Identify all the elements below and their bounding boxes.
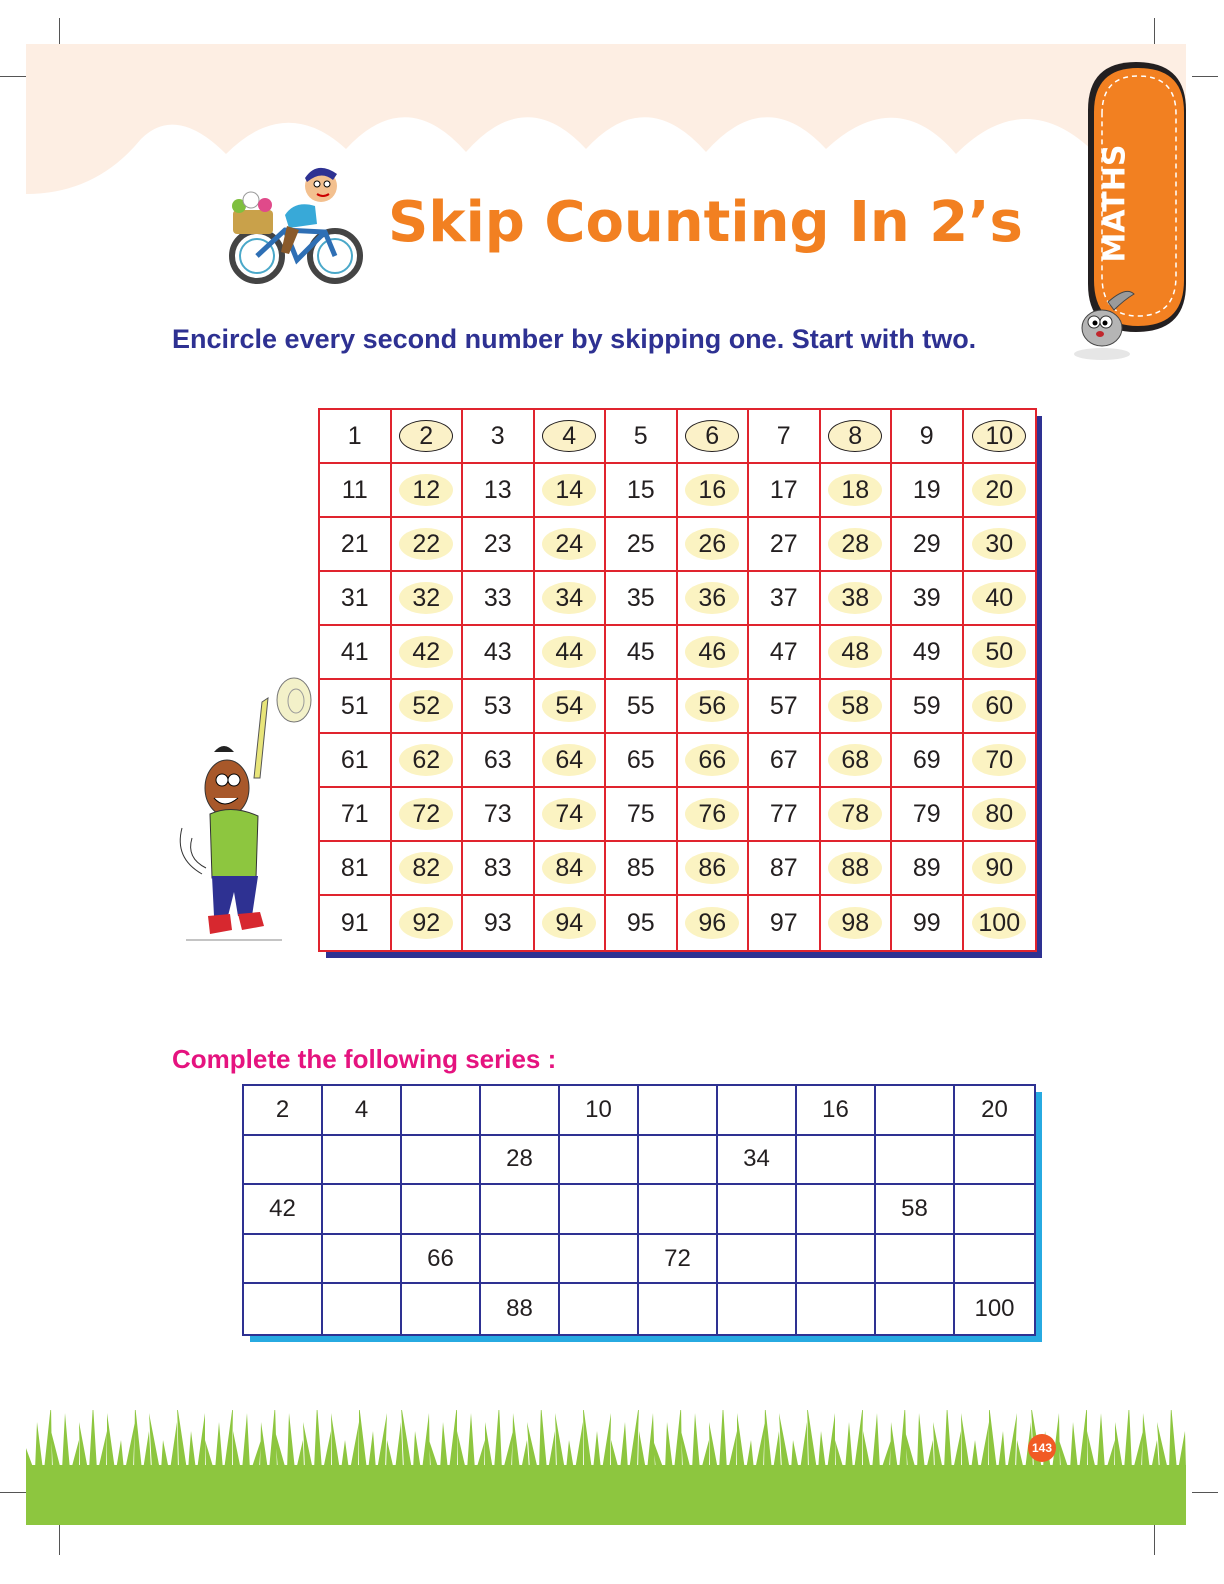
series-cell-blank[interactable] <box>402 1136 481 1186</box>
chart-number: 16 <box>698 475 727 504</box>
chart-number: 43 <box>483 637 512 666</box>
chart-number: 75 <box>626 799 655 828</box>
chart-cell <box>749 896 821 950</box>
chart-cell <box>320 626 392 680</box>
chart-number: 69 <box>912 745 941 774</box>
series-cell-filled: 10 <box>560 1086 639 1136</box>
chart-cell <box>749 788 821 842</box>
chart-number: 50 <box>985 637 1014 666</box>
chart-cell <box>606 626 678 680</box>
chart-number: 2 <box>419 421 434 450</box>
chart-number: 77 <box>769 799 798 828</box>
series-cell-blank[interactable] <box>955 1235 1034 1285</box>
chart-cell <box>678 896 750 950</box>
chart-number: 81 <box>340 853 369 882</box>
chart-number: 57 <box>769 691 798 720</box>
series-cell-filled: 88 <box>481 1284 560 1334</box>
chart-cell <box>821 572 893 626</box>
chart-number: 63 <box>483 745 512 774</box>
chart-cell <box>463 626 535 680</box>
chart-number: 31 <box>340 583 369 612</box>
series-cell-filled: 100 <box>974 1295 1015 1323</box>
chart-number: 11 <box>341 475 368 504</box>
chart-number: 7 <box>776 421 791 450</box>
series-cell-blank[interactable] <box>876 1284 955 1334</box>
chart-cell <box>320 410 392 464</box>
chart-cell <box>892 572 964 626</box>
chart-number: 27 <box>769 529 798 558</box>
crop-mark <box>1192 1492 1218 1493</box>
chart-number: 46 <box>698 637 727 666</box>
crop-mark <box>59 1525 60 1555</box>
series-cell-blank[interactable] <box>718 1185 797 1235</box>
chart-number: 49 <box>912 637 941 666</box>
chart-cell <box>821 518 893 572</box>
chart-cell <box>678 734 750 788</box>
series-cell-blank[interactable] <box>876 1136 955 1186</box>
chart-cell <box>606 788 678 842</box>
chart-number: 60 <box>985 691 1014 720</box>
chart-number: 70 <box>985 745 1014 774</box>
chart-cell <box>892 842 964 896</box>
chart-number: 23 <box>483 529 512 558</box>
hundred-chart <box>318 408 1037 952</box>
chart-number: 38 <box>841 583 870 612</box>
chart-number: 83 <box>483 853 512 882</box>
chart-cell <box>678 572 750 626</box>
chart-number: 35 <box>626 583 655 612</box>
chart-number: 19 <box>912 475 941 504</box>
series-cell-filled: 66 <box>402 1235 481 1285</box>
chart-cell <box>749 626 821 680</box>
chart-cell <box>892 734 964 788</box>
chart-cell <box>749 464 821 518</box>
chart-cell <box>606 896 678 950</box>
chart-number: 29 <box>912 529 941 558</box>
series-cell-blank[interactable] <box>718 1235 797 1285</box>
series-cell-filled: 20 <box>955 1086 1034 1136</box>
chart-cell <box>463 410 535 464</box>
chart-number: 33 <box>483 583 512 612</box>
chart-number: 64 <box>555 745 584 774</box>
chart-number: 20 <box>985 475 1014 504</box>
series-cell-blank[interactable] <box>560 1136 639 1186</box>
chart-number: 58 <box>841 691 870 720</box>
chart-cell <box>535 842 607 896</box>
chart-number: 72 <box>412 799 441 828</box>
chart-cell <box>821 626 893 680</box>
chart-cell <box>392 680 464 734</box>
series-cell-filled: 34 <box>718 1136 797 1186</box>
chart-cell <box>678 680 750 734</box>
instruction-text: Encircle every second number by skipping one. Start with two. <box>172 324 977 354</box>
chart-number: 97 <box>769 908 798 937</box>
chart-number: 5 <box>633 421 648 450</box>
chart-number: 39 <box>912 583 941 612</box>
chart-number: 86 <box>698 853 727 882</box>
chart-number: 40 <box>985 583 1014 612</box>
chart-number: 6 <box>705 421 720 450</box>
chart-number: 21 <box>340 529 369 558</box>
chart-cell <box>535 734 607 788</box>
chart-cell <box>320 680 392 734</box>
series-cell-blank[interactable] <box>797 1284 876 1334</box>
series-cell-blank[interactable] <box>718 1086 797 1136</box>
chart-number: 73 <box>483 799 512 828</box>
series-cell-blank[interactable] <box>639 1185 718 1235</box>
chart-number: 62 <box>412 745 441 774</box>
chart-number: 78 <box>841 799 870 828</box>
chart-cell <box>535 626 607 680</box>
chart-cell <box>320 572 392 626</box>
series-cell-blank[interactable] <box>876 1086 955 1136</box>
chart-cell <box>463 788 535 842</box>
chart-cell <box>964 518 1036 572</box>
chart-cell <box>320 464 392 518</box>
chart-cell <box>320 842 392 896</box>
series-cell-blank[interactable] <box>481 1185 560 1235</box>
chart-cell <box>535 896 607 950</box>
chart-cell <box>964 842 1036 896</box>
chart-cell <box>749 680 821 734</box>
chart-number: 26 <box>698 529 727 558</box>
chart-number: 61 <box>340 745 369 774</box>
series-cell-filled: 2 <box>244 1086 323 1136</box>
chart-number: 51 <box>340 691 369 720</box>
series-cell-blank[interactable] <box>955 1136 1034 1186</box>
series-cell-blank[interactable] <box>560 1235 639 1285</box>
chart-cell <box>606 842 678 896</box>
chart-cell <box>964 464 1036 518</box>
cricket-player-illustration <box>172 668 317 946</box>
chart-cell <box>892 464 964 518</box>
chart-cell <box>606 464 678 518</box>
chart-cell <box>678 788 750 842</box>
crop-mark <box>1192 76 1218 77</box>
chart-cell <box>892 896 964 950</box>
series-cell-blank[interactable] <box>876 1235 955 1285</box>
chart-cell <box>964 410 1036 464</box>
chart-number: 59 <box>912 691 941 720</box>
chart-number: 79 <box>912 799 941 828</box>
series-cell-filled: 58 <box>876 1185 955 1235</box>
chart-cell <box>678 842 750 896</box>
header-cloud-band <box>26 44 1186 204</box>
chart-number: 67 <box>769 745 798 774</box>
chart-cell <box>463 734 535 788</box>
chart-number: 36 <box>698 583 727 612</box>
series-cell-blank[interactable] <box>244 1284 323 1334</box>
series-cell-blank[interactable] <box>481 1235 560 1285</box>
chart-number: 32 <box>412 583 441 612</box>
chart-cell <box>535 410 607 464</box>
chart-cell <box>606 734 678 788</box>
chart-cell <box>392 464 464 518</box>
chart-cell <box>821 410 893 464</box>
crop-mark <box>59 18 60 44</box>
chart-cell <box>392 410 464 464</box>
chart-number: 87 <box>769 853 798 882</box>
chart-cell <box>392 572 464 626</box>
chart-cell <box>463 464 535 518</box>
chart-cell <box>964 788 1036 842</box>
series-cell-blank[interactable] <box>323 1235 402 1285</box>
chart-number: 96 <box>698 908 727 937</box>
series-cell-filled: 28 <box>481 1136 560 1186</box>
chart-cell <box>892 626 964 680</box>
chart-number: 45 <box>626 637 655 666</box>
series-cell-blank[interactable] <box>481 1086 560 1136</box>
chart-number: 14 <box>555 475 584 504</box>
series-cell-blank[interactable] <box>797 1235 876 1285</box>
chart-cell <box>892 410 964 464</box>
chart-cell <box>535 518 607 572</box>
series-heading: Complete the following series : <box>172 1044 557 1074</box>
chart-cell <box>678 464 750 518</box>
series-cell-blank[interactable] <box>955 1185 1034 1235</box>
chart-number: 95 <box>626 908 655 937</box>
grass-strip <box>26 1410 1186 1525</box>
chart-cell <box>678 518 750 572</box>
chart-cell <box>535 464 607 518</box>
series-cell-blank[interactable] <box>402 1185 481 1235</box>
series-cell-blank[interactable] <box>323 1185 402 1235</box>
series-cell-blank[interactable] <box>560 1185 639 1235</box>
chart-cell <box>392 626 464 680</box>
chart-cell <box>964 680 1036 734</box>
chart-number: 24 <box>555 529 584 558</box>
chart-cell <box>964 734 1036 788</box>
chart-cell <box>392 734 464 788</box>
chart-cell <box>535 572 607 626</box>
page-number-badge: 143 <box>1028 1434 1056 1462</box>
chart-number: 42 <box>412 637 441 666</box>
series-cell-filled: 42 <box>244 1185 323 1235</box>
chart-cell <box>606 572 678 626</box>
chart-number: 85 <box>626 853 655 882</box>
chart-number: 74 <box>555 799 584 828</box>
chart-cell <box>892 788 964 842</box>
crop-mark <box>1154 1525 1155 1555</box>
series-cell-blank[interactable] <box>323 1284 402 1334</box>
chart-number: 71 <box>340 799 369 828</box>
page-title: Skip Counting In 2’s <box>388 190 1023 255</box>
chart-number: 34 <box>555 583 584 612</box>
chart-cell <box>606 680 678 734</box>
chart-cell <box>463 680 535 734</box>
chart-number: 10 <box>985 421 1014 450</box>
series-cell-blank[interactable] <box>323 1136 402 1186</box>
chart-number: 17 <box>769 475 798 504</box>
chart-cell <box>392 518 464 572</box>
rabbit-illustration <box>1068 284 1138 364</box>
chart-number: 53 <box>483 691 512 720</box>
chart-cell <box>964 626 1036 680</box>
chart-number: 55 <box>626 691 655 720</box>
chart-cell <box>320 518 392 572</box>
chart-cell <box>749 734 821 788</box>
chart-cell <box>463 518 535 572</box>
chart-number: 41 <box>340 637 369 666</box>
series-cell-filled: 16 <box>797 1086 876 1136</box>
chart-cell <box>964 572 1036 626</box>
chart-cell <box>821 788 893 842</box>
series-cell-blank[interactable] <box>402 1086 481 1136</box>
chart-cell <box>749 518 821 572</box>
chart-number: 4 <box>562 421 577 450</box>
chart-number: 82 <box>412 853 441 882</box>
chart-number: 44 <box>555 637 584 666</box>
chart-number: 98 <box>841 908 870 937</box>
series-cell-blank[interactable] <box>718 1284 797 1334</box>
subject-tab-label: MATHS <box>1097 144 1133 263</box>
chart-cell <box>463 842 535 896</box>
chart-number: 68 <box>841 745 870 774</box>
series-cell-blank[interactable] <box>244 1136 323 1186</box>
chart-number: 12 <box>412 475 441 504</box>
chart-number: 18 <box>841 475 870 504</box>
chart-cell <box>392 842 464 896</box>
chart-number: 47 <box>769 637 798 666</box>
chart-cell <box>392 788 464 842</box>
chart-cell <box>606 410 678 464</box>
series-cell-blank[interactable] <box>797 1185 876 1235</box>
chart-number: 100 <box>978 908 1021 937</box>
chart-number: 65 <box>626 745 655 774</box>
chart-number: 13 <box>483 475 512 504</box>
chart-cell <box>892 680 964 734</box>
crop-mark <box>1154 18 1155 44</box>
chart-cell <box>892 518 964 572</box>
chart-number: 48 <box>841 637 870 666</box>
chart-number: 3 <box>490 421 505 450</box>
chart-cell <box>320 734 392 788</box>
chart-cell <box>606 518 678 572</box>
chart-number: 94 <box>555 908 584 937</box>
chart-number: 22 <box>412 529 441 558</box>
chart-cell <box>821 464 893 518</box>
chart-number: 28 <box>841 529 870 558</box>
chart-cell <box>535 680 607 734</box>
chart-cell <box>535 788 607 842</box>
chart-number: 76 <box>698 799 727 828</box>
chart-number: 15 <box>626 475 655 504</box>
chart-cell <box>749 572 821 626</box>
chart-number: 52 <box>412 691 441 720</box>
crop-mark <box>0 1492 26 1493</box>
chart-number: 91 <box>340 908 369 937</box>
chart-cell <box>320 788 392 842</box>
chart-cell <box>463 572 535 626</box>
chart-cell <box>749 410 821 464</box>
chart-number: 84 <box>555 853 584 882</box>
chart-number: 30 <box>985 529 1014 558</box>
chart-cell <box>320 896 392 950</box>
chart-number: 89 <box>912 853 941 882</box>
series-cell-blank[interactable] <box>244 1235 323 1285</box>
chart-cell <box>749 842 821 896</box>
series-cell-blank[interactable] <box>639 1136 718 1186</box>
chart-cell <box>821 842 893 896</box>
chart-cell <box>964 896 1036 950</box>
chart-number: 88 <box>841 853 870 882</box>
chart-number: 66 <box>698 745 727 774</box>
series-cell-blank[interactable] <box>797 1136 876 1186</box>
crop-mark <box>0 76 26 77</box>
chart-number: 9 <box>919 421 934 450</box>
series-table <box>242 1084 1036 1336</box>
chart-number: 92 <box>412 908 441 937</box>
series-cell-blank[interactable] <box>639 1284 718 1334</box>
chart-cell <box>392 896 464 950</box>
chart-cell <box>821 896 893 950</box>
series-cell-filled: 72 <box>639 1235 718 1285</box>
chart-number: 1 <box>347 421 362 450</box>
chart-number: 80 <box>985 799 1014 828</box>
chart-number: 8 <box>848 421 863 450</box>
chart-cell <box>821 680 893 734</box>
series-cell-blank[interactable] <box>560 1284 639 1334</box>
series-cell-blank[interactable] <box>639 1086 718 1136</box>
chart-cell <box>463 896 535 950</box>
chart-cell <box>678 626 750 680</box>
chart-number: 25 <box>626 529 655 558</box>
chart-number: 56 <box>698 691 727 720</box>
chart-number: 93 <box>483 908 512 937</box>
chart-number: 37 <box>769 583 798 612</box>
chart-cell <box>821 734 893 788</box>
series-cell-blank[interactable] <box>402 1284 481 1334</box>
chart-cell <box>678 410 750 464</box>
chart-number: 54 <box>555 691 584 720</box>
series-cell-filled: 4 <box>323 1086 402 1136</box>
chart-number: 99 <box>912 908 941 937</box>
boy-on-bicycle-illustration <box>225 160 370 288</box>
chart-number: 90 <box>985 853 1014 882</box>
